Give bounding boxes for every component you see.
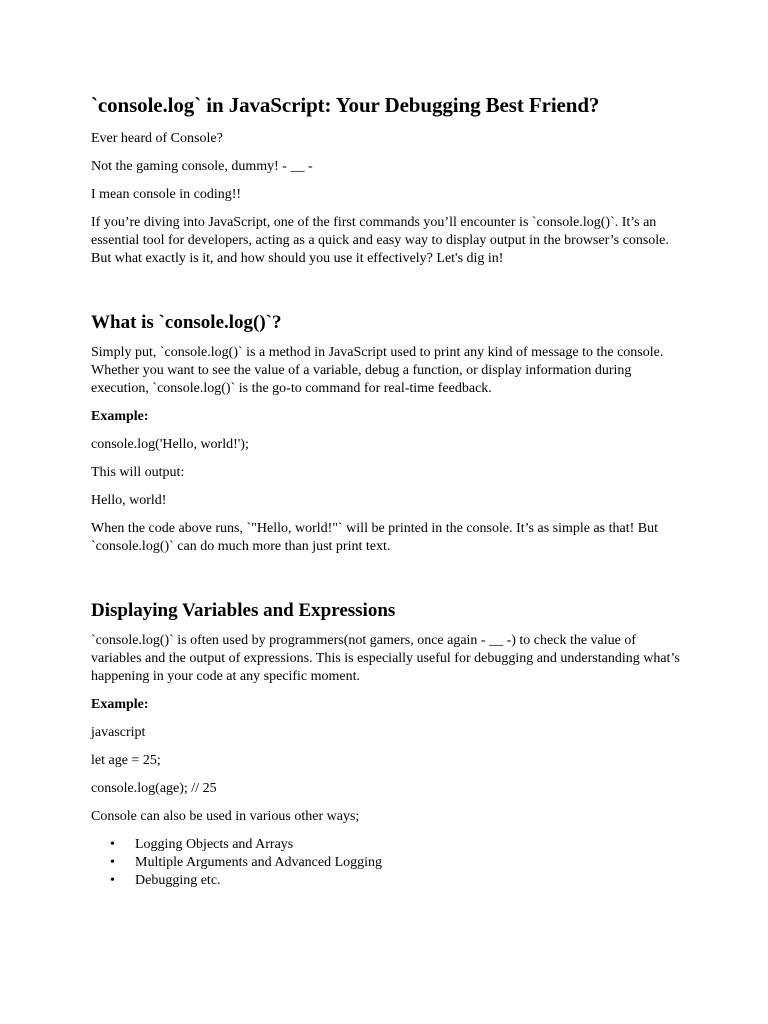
section2-code-line-1: let age = 25; bbox=[91, 753, 161, 768]
bullet-icon: • bbox=[110, 855, 115, 870]
list-item-label: Multiple Arguments and Advanced Logging bbox=[135, 855, 383, 870]
section-spacer bbox=[91, 278, 681, 311]
section1-code-line: console.log('Hello, world!'); bbox=[91, 437, 249, 452]
usage-list bbox=[91, 836, 681, 890]
list-item bbox=[91, 836, 681, 854]
section-heading-displaying-variables: Displaying Variables and Expressions bbox=[91, 600, 396, 621]
section1-output-intro: This will output: bbox=[91, 465, 185, 480]
section2-paragraph-1: `console.log()` is often used by programmers(not gamers, once again - __ -) to check the value of variables and the output of expressions. This is especially useful for debugging and understanding what’s happening in your code at any specific moment. bbox=[91, 633, 680, 684]
intro-paragraph-1: Ever heard of Console? bbox=[91, 131, 223, 146]
bullet-icon: • bbox=[110, 873, 115, 888]
list-item-label: Debugging etc. bbox=[135, 873, 221, 888]
section2-code-line-2: console.log(age); // 25 bbox=[91, 781, 217, 796]
list-item bbox=[91, 854, 681, 872]
intro-paragraph-4: If you’re diving into JavaScript, one of the first commands you’ll encounter is `console.log()`. It’s an essential tool for developers, acting as a quick and easy way to display output in the browser’s console. But what exactly is it, and how should you use it effectively? Let's dig in! bbox=[91, 215, 669, 266]
section2-list-intro: Console can also be used in various other ways; bbox=[91, 809, 360, 824]
section-spacer bbox=[91, 566, 681, 599]
section1-paragraph-2: When the code above runs, `"Hello, world!"` will be printed in the console. It’s as simple as that! But `console.log()` can do much more than just print text. bbox=[91, 521, 659, 554]
list-item bbox=[91, 872, 681, 890]
section1-paragraph-1: Simply put, `console.log()` is a method in JavaScript used to print any kind of message to the console. Whether you want to see the value of a variable, debug a function, or display information during execution, `console.log()` is the go-to command for real-time feedback. bbox=[91, 345, 664, 396]
intro-paragraph-3: I mean console in coding!! bbox=[91, 187, 242, 202]
document-page bbox=[91, 92, 681, 890]
section2-example-label: Example: bbox=[91, 697, 149, 712]
section2-code-language: javascript bbox=[91, 725, 146, 740]
intro-paragraph-2: Not the gaming console, dummy! - __ - bbox=[91, 159, 313, 174]
list-item-label: Logging Objects and Arrays bbox=[135, 837, 294, 852]
section1-example-label: Example: bbox=[91, 409, 149, 424]
bullet-icon: • bbox=[110, 837, 115, 852]
article-title: `console.log` in JavaScript: Your Debugging Best Friend? bbox=[91, 93, 600, 117]
section-heading-what-is: What is `console.log()`? bbox=[91, 312, 282, 333]
section1-output-text: Hello, world! bbox=[91, 493, 167, 508]
